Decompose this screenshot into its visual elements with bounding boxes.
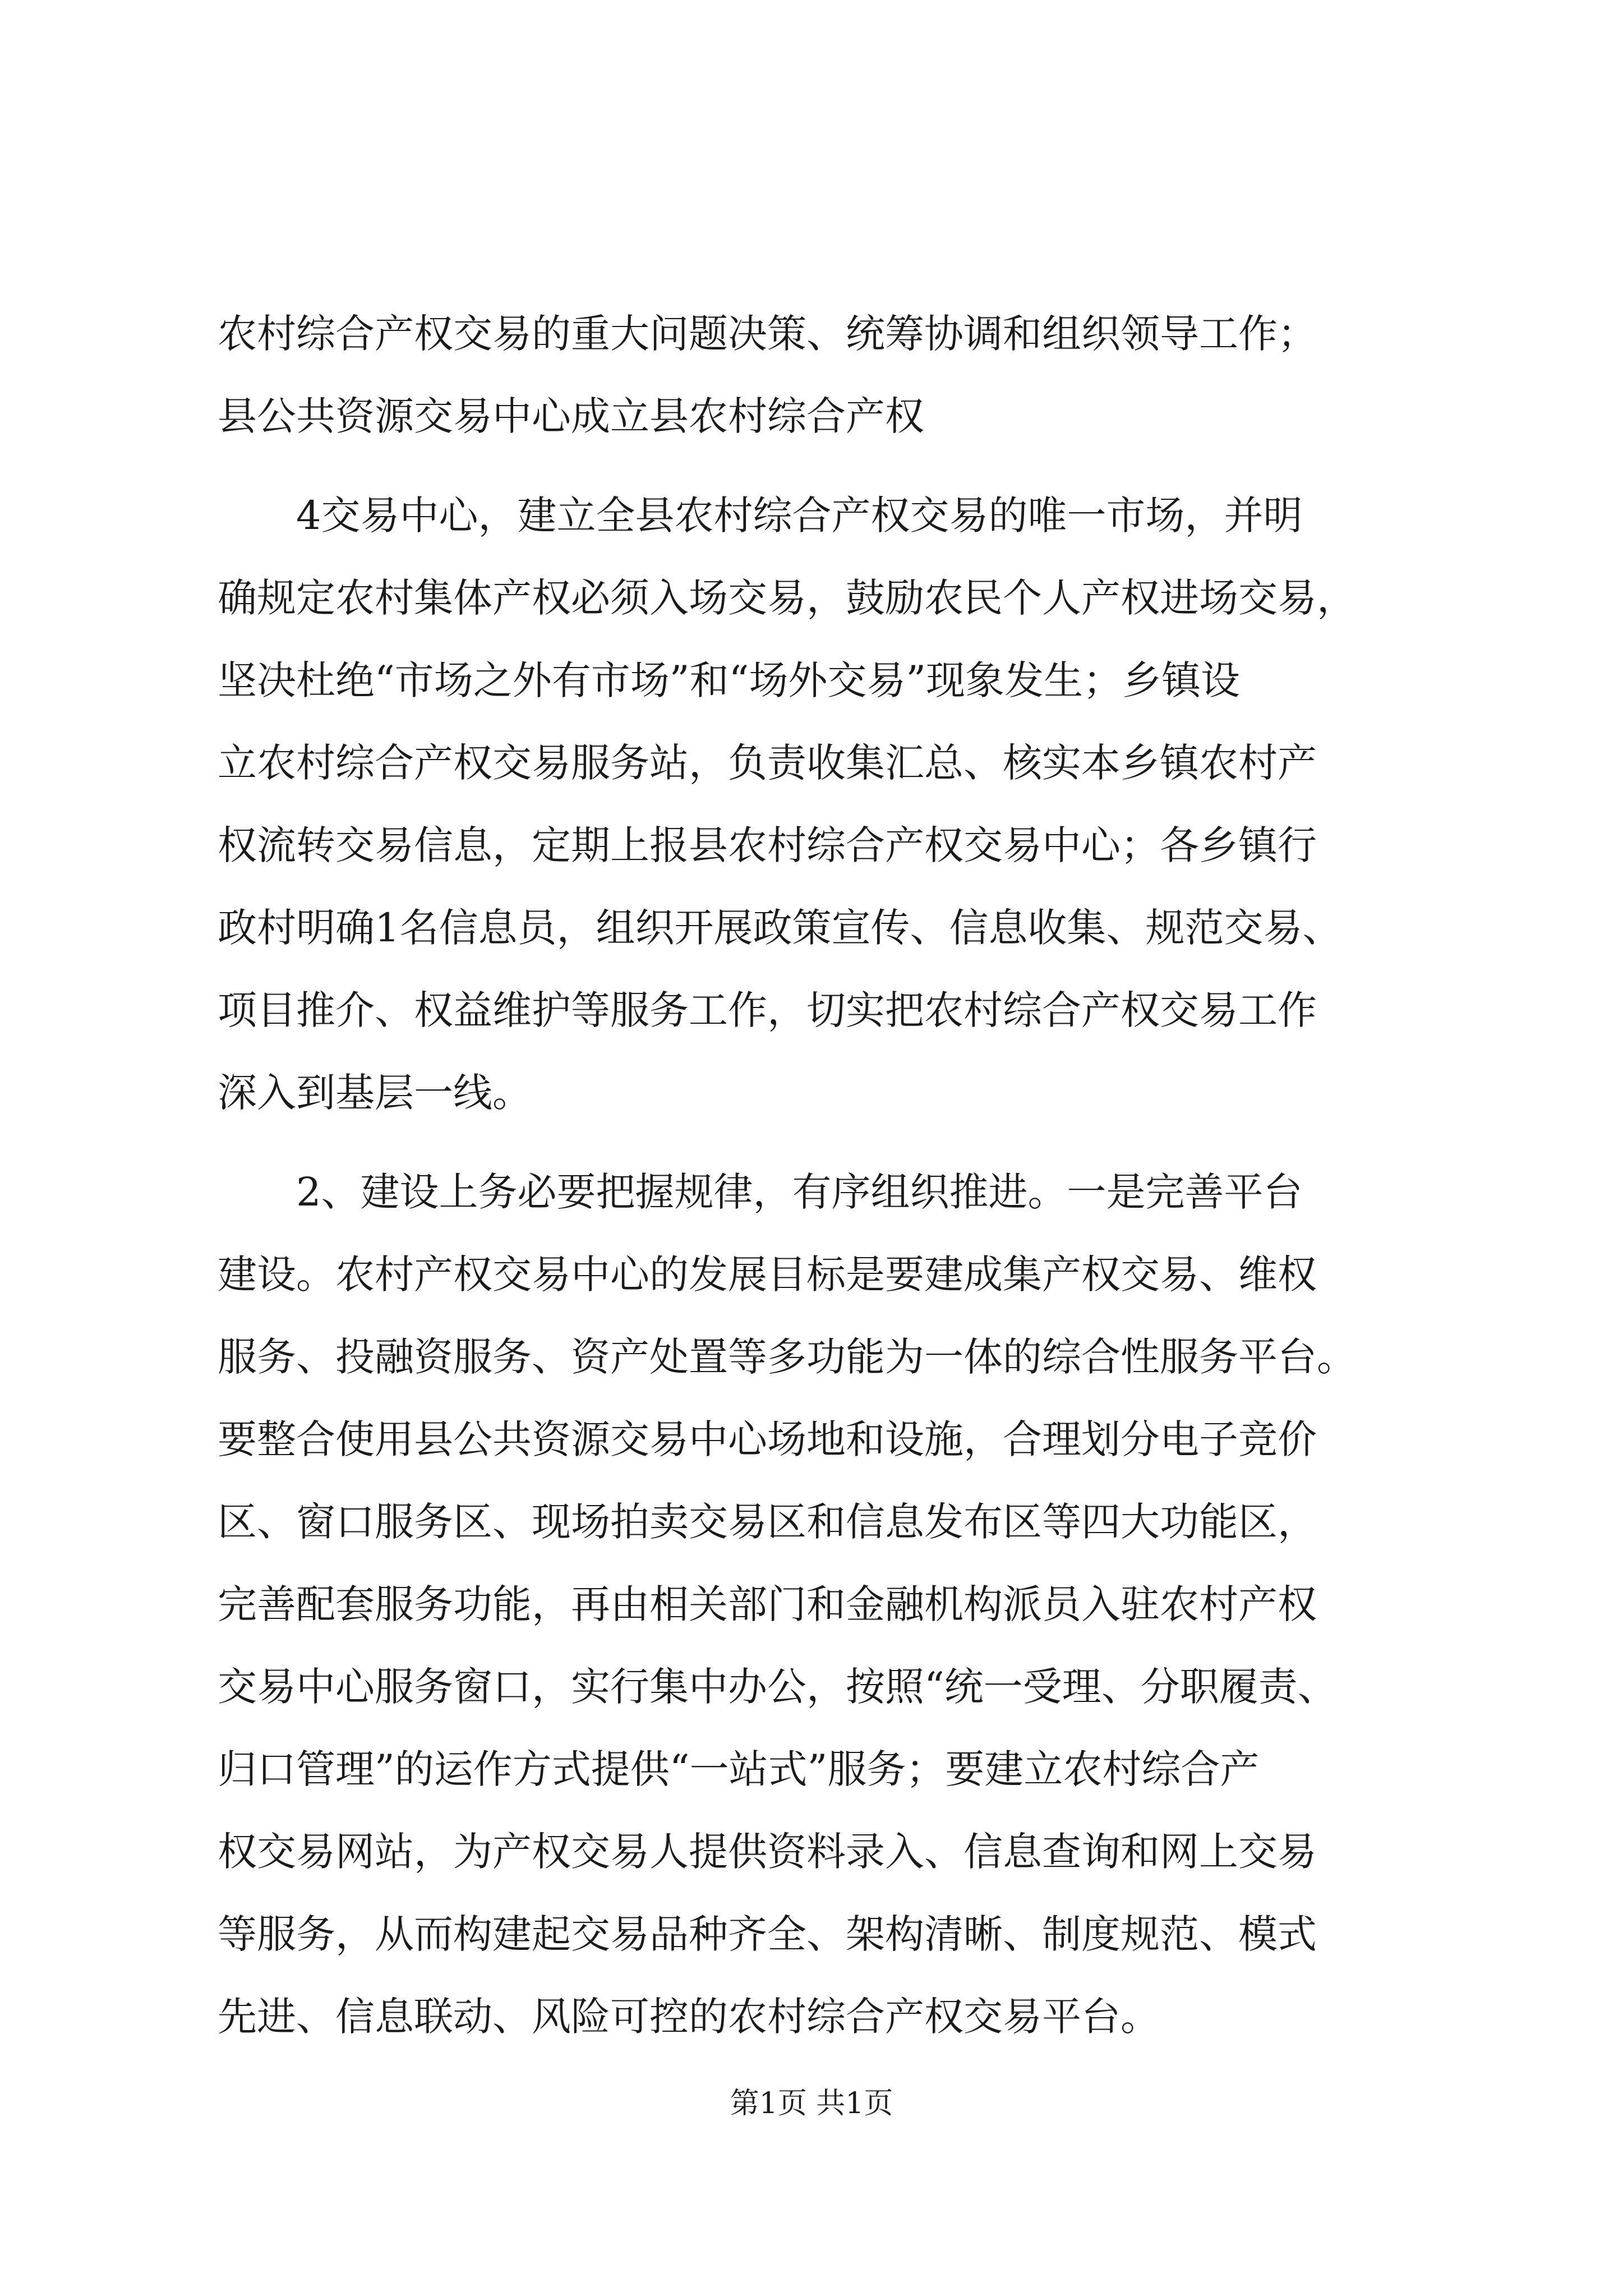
text-line: 等服务，从而构建起交易品种齐全、架构清晰、制度规范、模式 [218,1911,1317,1957]
paragraph-3 [218,1151,1415,2058]
page-number-label: 第1页 共1页 [730,2087,893,2120]
text-line: 要整合使用县公共资源交易中心场地和设施，合理划分电子竞价 [218,1416,1317,1462]
text-line: 农村综合产权交易的重大问题决策、统筹协调和组织领导工作； [218,311,1317,357]
text-line: 建设。农村产权交易中心的发展目标是要建成集产权交易、维权 [218,1251,1317,1297]
document-body [218,293,1415,2058]
text-line: 政村明确1名信息员，组织开展政策宣传、信息收集、规范交易、 [218,905,1342,951]
page-footer [0,2081,1623,2126]
text-line: 权交易网站，为产权交易人提供资料录入、信息查询和网上交易 [218,1829,1317,1875]
paragraph-gap [218,458,1415,475]
paragraph-2 [218,475,1415,1134]
text-line: 项目推介、权益维护等服务工作，切实把农村综合产权交易工作 [218,987,1317,1033]
text-line: 区、窗口服务区、现场拍卖交易区和信息发布区等四大功能区， [218,1499,1317,1545]
text-line: 4交易中心，建立全县农村综合产权交易的唯一市场，并明 [218,493,1303,539]
text-line: 深入到基层一线。 [218,1070,532,1116]
text-line: 县公共资源交易中心成立县农村综合产权 [218,393,924,439]
text-line: 2、建设上务必要把握规律，有序组织推进。一是完善平台 [218,1169,1303,1215]
text-line: 归口管理”的运作方式提供“一站式”服务；要建立农村综合产 [218,1746,1260,1792]
text-line: 完善配套服务功能，再由相关部门和金融机构派员入驻农村产权 [218,1581,1317,1627]
text-line: 坚决杜绝“市场之外有市场”和“场外交易”现象发生；乡镇设 [218,657,1241,703]
text-line: 先进、信息联动、风险可控的农村综合产权交易平台。 [218,1994,1160,2040]
paragraph-1 [218,293,1415,458]
text-line: 立农村综合产权交易服务站，负责收集汇总、核实本乡镇农村产 [218,740,1317,786]
text-line: 服务、投融资服务、资产处置等多功能为一体的综合性服务平台。 [218,1334,1356,1380]
paragraph-gap [218,1134,1415,1151]
text-line: 交易中心服务窗口，实行集中办公，按照“统一受理、分职履责、 [218,1664,1337,1710]
text-line: 确规定农村集体产权必须入场交易，鼓励农民个人产权进场交易， [218,575,1356,621]
text-line: 权流转交易信息，定期上报县农村综合产权交易中心；各乡镇行 [218,822,1317,868]
